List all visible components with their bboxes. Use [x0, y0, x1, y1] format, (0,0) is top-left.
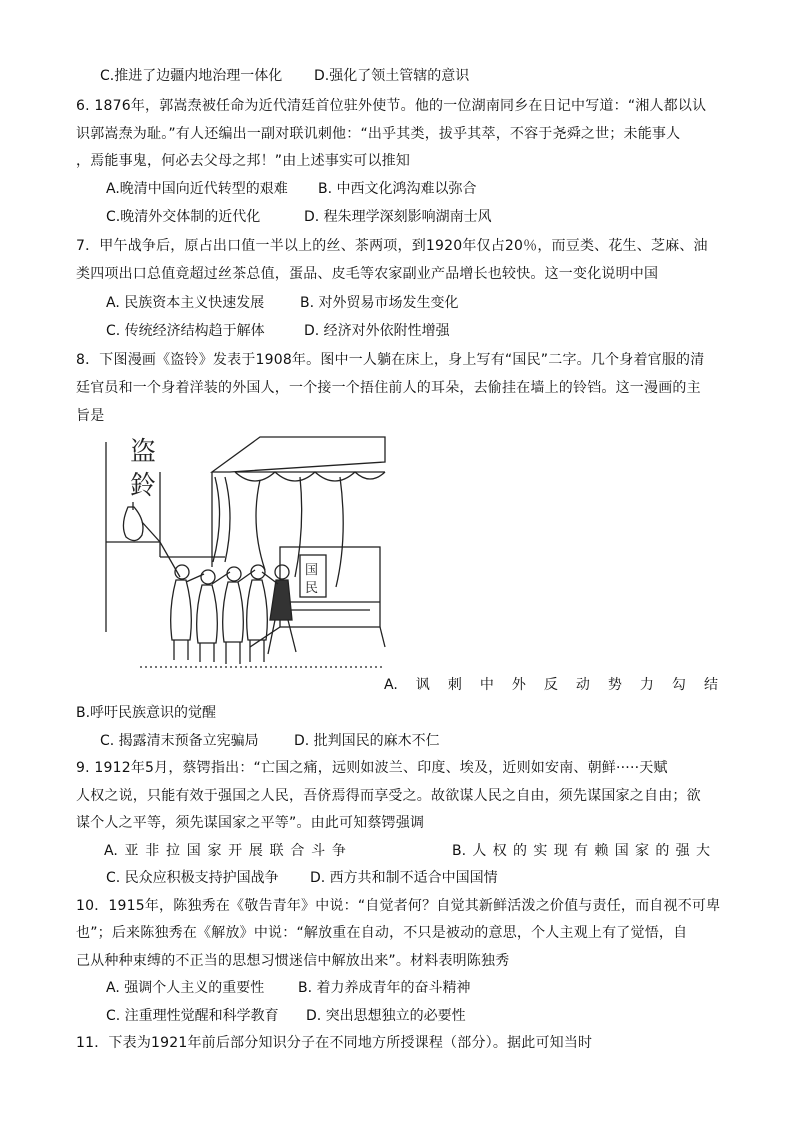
q8-option-a[interactable]	[384, 675, 718, 695]
q8-option-a-char: 反	[543, 677, 558, 693]
q8-option-c[interactable]: C. 揭露清末预备立宪骗局	[100, 733, 259, 749]
q6-option-d[interactable]: D. 程朱理学深刻影响湖南士风	[304, 209, 492, 225]
q7-stem-line-1: 7．甲午战争后，原占出口值一半以上的丝、茶两项，到1920年仅占20％，而豆类、花生、芝麻、油	[76, 238, 708, 254]
q9-option-a-char: 非	[145, 843, 160, 859]
q7-stem-line-2: 类四项出口总值竟超过丝茶总值，蛋品、皮毛等农家副业产品增长也较快。这一变化说明中国	[76, 266, 659, 282]
q8-option-a-char: 外	[511, 677, 526, 693]
q9-option-b-char: 权	[492, 843, 507, 859]
q8-stem-line-3: 旨是	[76, 408, 105, 424]
q6-option-a[interactable]: A.晚清中国向近代转型的艰难	[106, 181, 288, 197]
q7-option-a[interactable]: A. 民族资本主义快速发展	[106, 295, 265, 311]
q8-option-d[interactable]: D. 批判国民的麻木不仁	[294, 733, 440, 749]
q8-option-a-char: 讽	[415, 677, 430, 693]
q8-option-a-letter: A.	[384, 677, 398, 693]
q10-option-c[interactable]: C. 注重理性觉醒和科学教育	[106, 1008, 279, 1024]
q8-option-a-char: 刺	[447, 677, 462, 693]
q8-option-b[interactable]: B.呼吁民族意识的觉醒	[76, 705, 217, 721]
q8-stem-line-2: 廷官员和一个身着洋装的外国人，一个接一个捂住前人的耳朵，去偷挂在墙上的铃铛。这一漫画的主	[76, 380, 701, 396]
q8-option-a-char: 勾	[671, 677, 686, 693]
q9-option-a-char: 拉	[165, 843, 180, 859]
q9-option-a-char: 斗	[311, 843, 326, 859]
q9-option-a-char: 合	[290, 843, 305, 859]
q9-option-b-char: 实	[533, 843, 548, 859]
q9-option-c[interactable]: C. 民众应积极支持护国战争	[106, 870, 279, 886]
q9-option-a-char: 亚	[124, 843, 139, 859]
q6-option-b[interactable]: B. 中西文化鸿沟难以弥合	[318, 181, 477, 197]
q9-option-b[interactable]	[452, 841, 710, 861]
q11-stem-line-1: 11．下表为1921年前后部分知识分子在不同地方所授课程（部分）。据此可知当时	[76, 1035, 593, 1051]
cartoon-label-char-2: 民	[305, 581, 319, 596]
q9-option-a[interactable]	[104, 841, 346, 861]
q7-option-d[interactable]: D. 经济对外依附性增强	[304, 323, 450, 339]
q10-stem-line-3: 己从种种束缚的不正当的思想习惯迷信中解放出来”。材料表明陈独秀	[76, 953, 510, 969]
q7-option-b[interactable]: B. 对外贸易市场发生变化	[300, 295, 459, 311]
q9-option-b-char: 赖	[594, 843, 609, 859]
q6-stem-line-2: 识郭嵩焘为耻。”有人还编出一副对联讥刺他：“出乎其类，拔乎其萃，不容于尧舜之世；未能事人	[76, 126, 681, 142]
q9-option-a-char: 争	[331, 843, 346, 859]
q9-option-a-char: 国	[186, 843, 201, 859]
q5-option-c[interactable]: C.推进了边疆内地治理一体化	[100, 68, 283, 84]
q9-option-a-char: 开	[228, 843, 243, 859]
q9-option-b-char: 国	[614, 843, 629, 859]
officials-figure-group	[142, 522, 267, 664]
q9-option-b-char: 的	[655, 843, 670, 859]
q8-option-a-char: 势	[607, 677, 622, 693]
q9-option-b-char: 大	[696, 843, 710, 859]
q10-stem-line-1: 10．1915年，陈独秀在《敬告青年》中说：“自觉者何？自觉其新鲜活泼之价值与责任，而自视不可卑	[76, 898, 721, 914]
q9-option-b-char: 的	[513, 843, 528, 859]
q8-option-a-char: 结	[703, 677, 718, 693]
cartoon-title-char-1: 盗	[130, 437, 157, 467]
q9-option-a-char: 联	[269, 843, 284, 859]
q10-stem-line-2: 也”；后来陈独秀在《解放》中说：“解放重在自动，不只是被动的意思，个人主观上有了觉悟，自	[76, 925, 688, 941]
q10-option-d[interactable]: D. 突出思想独立的必要性	[306, 1008, 466, 1024]
cartoon-title-char-2: 鈴	[130, 471, 157, 501]
q9-option-a-char: 家	[207, 843, 222, 859]
q8-stem-line-1: 8．下图漫画《盗铃》发表于1908年。图中一人躺在床上，身上写有“国民”二字。几个身着官服的清	[76, 352, 705, 368]
q6-option-c[interactable]: C.晚清外交体制的近代化	[106, 209, 261, 225]
q7-option-c[interactable]: C. 传统经济结构趋于解体	[106, 323, 265, 339]
q10-option-b[interactable]: B. 着力养成青年的奋斗精神	[298, 980, 471, 996]
q9-option-b-char: 有	[574, 843, 589, 859]
q6-stem-line-1: 6. 1876年，郭嵩焘被任命为近代清廷首位驻外使节。他的一位湖南同乡在日记中写道：“湘人都以认	[76, 98, 707, 114]
q10-option-a[interactable]: A. 强调个人主义的重要性	[106, 980, 265, 996]
q5-option-d[interactable]: D.强化了领土管辖的意识	[314, 68, 470, 84]
q8-option-a-char: 动	[575, 677, 590, 693]
q9-stem-line-3: 谋个人之平等，须先谋国家之平等”。由此可知蔡锷强调	[76, 815, 425, 831]
q8-option-a-char: 力	[639, 677, 654, 693]
q9-stem-line-2: 人权之说，只能有效于强国之人民，吾侪焉得而享受之。故欲谋人民之自由，须先谋国家之自由；欲	[76, 788, 701, 804]
q9-option-b-char: 人	[472, 843, 487, 859]
q9-option-a-char: 展	[248, 843, 263, 859]
q9-option-b-char: 家	[635, 843, 650, 859]
cartoon-daoling-illustration	[100, 432, 390, 682]
q9-option-b-char: 强	[675, 843, 690, 859]
bell-icon	[123, 507, 143, 541]
q9-option-a-letter: A.	[104, 843, 118, 859]
q8-option-a-char: 中	[479, 677, 494, 693]
q9-option-d[interactable]: D. 西方共和制不适合中国国情	[310, 870, 498, 886]
q6-stem-line-3: ，焉能事鬼，何必去父母之邦！”由上述事实可以推知	[76, 153, 411, 169]
q9-stem-line-1: 9. 1912年5月，蔡锷指出：“亡国之痛，远则如波兰、印度、埃及，近则如安南、朝鲜·····天赋	[76, 760, 668, 776]
q9-option-b-letter: B.	[452, 843, 467, 859]
cartoon-label-char-1: 国	[305, 563, 319, 578]
q9-option-b-char: 现	[553, 843, 568, 859]
